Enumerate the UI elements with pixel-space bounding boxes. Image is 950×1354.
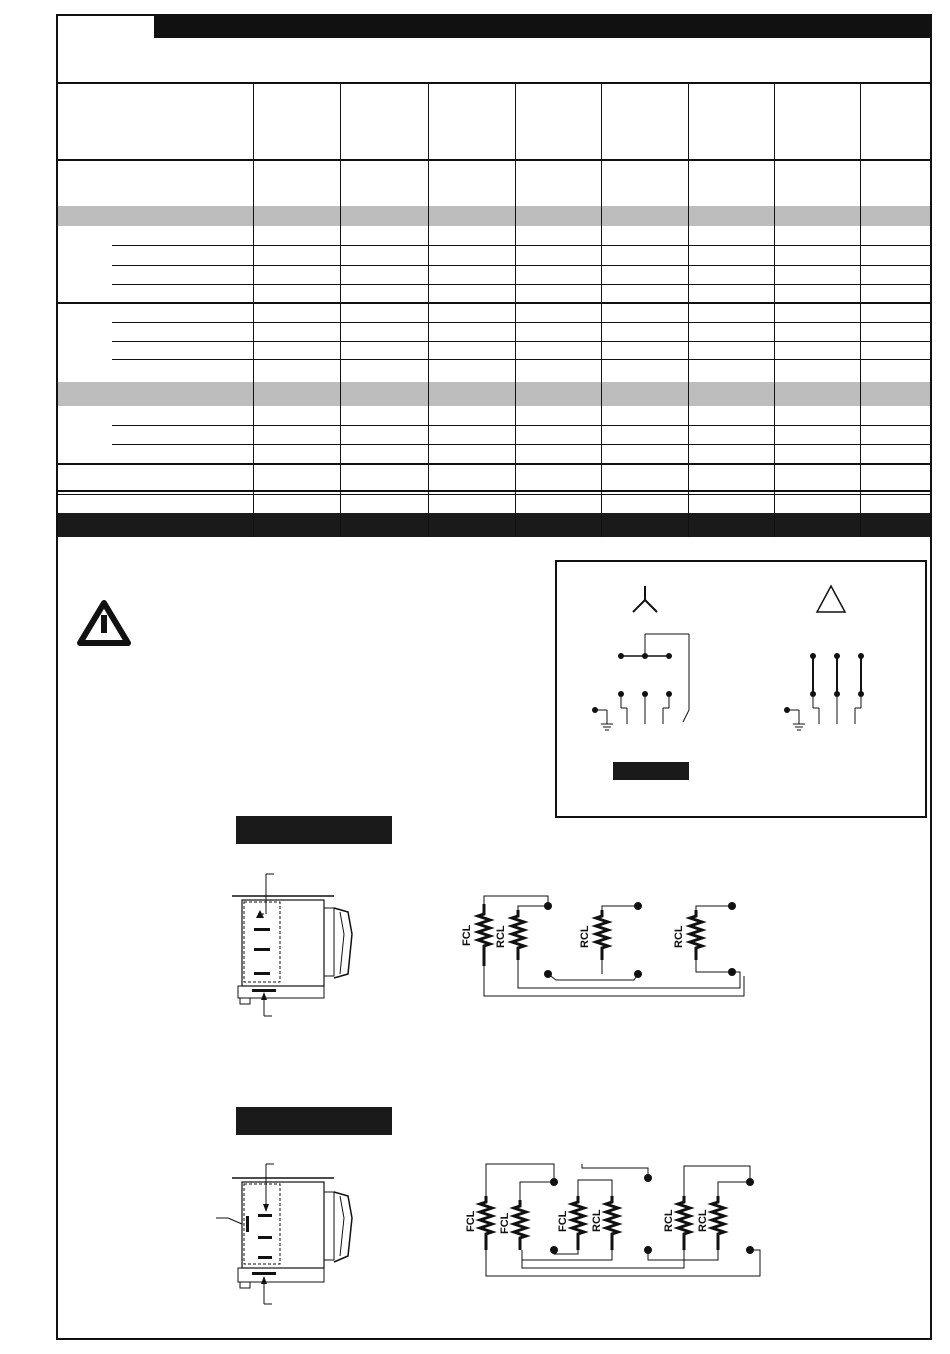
- element-diagram-2: [462, 1164, 782, 1294]
- diagram-1-label-bar: [236, 816, 392, 844]
- wye-icon: [633, 586, 657, 612]
- diagram-2-label-bar: [236, 1107, 392, 1135]
- row-line: [112, 425, 930, 426]
- element-label: RCL: [663, 1209, 675, 1232]
- heater-side-view-1: [228, 874, 358, 1024]
- header-row-divider: [58, 159, 930, 161]
- col-line: [774, 84, 775, 537]
- table-bottom: [58, 490, 930, 492]
- row-line: [112, 341, 930, 342]
- spec-page: [56, 14, 932, 1340]
- section-band-1: [58, 206, 930, 226]
- row-line: [112, 444, 930, 445]
- warning-triangle-icon: [76, 599, 132, 647]
- col-line: [428, 84, 429, 537]
- section-band-2: [58, 382, 930, 406]
- group-divider: [58, 302, 930, 304]
- table-bottom-2: [58, 494, 930, 495]
- wiring-box: [555, 560, 927, 818]
- row-line: [112, 322, 930, 323]
- row-line: [112, 284, 930, 285]
- col-line: [860, 84, 861, 537]
- delta-icon: [817, 586, 845, 612]
- title-divider: [58, 82, 930, 84]
- group-divider: [58, 463, 930, 465]
- element-label: FCL: [465, 1210, 477, 1232]
- header-bar: [58, 16, 930, 38]
- element-label: FCL: [557, 1210, 569, 1232]
- row-line: [112, 245, 930, 246]
- heater-side-view-2: [228, 1164, 358, 1314]
- row-line: [112, 265, 930, 266]
- element-label: RCL: [697, 1209, 709, 1232]
- col-line: [253, 84, 254, 537]
- wiring-label-bar: [613, 762, 689, 780]
- col-line: [515, 84, 516, 537]
- element-label: RCL: [579, 925, 591, 948]
- col-line: [601, 84, 602, 537]
- header-tab: [58, 16, 156, 38]
- element-label: FCL: [499, 1212, 511, 1234]
- element-label: RCL: [673, 925, 685, 948]
- dark-row: [58, 513, 930, 537]
- element-label: RCL: [495, 925, 507, 948]
- col-line: [340, 84, 341, 537]
- col-line: [688, 84, 689, 537]
- row-line: [112, 359, 930, 360]
- element-diagram-1: [456, 886, 756, 1006]
- element-label: FCL: [461, 924, 473, 946]
- element-label: RCL: [591, 1209, 603, 1232]
